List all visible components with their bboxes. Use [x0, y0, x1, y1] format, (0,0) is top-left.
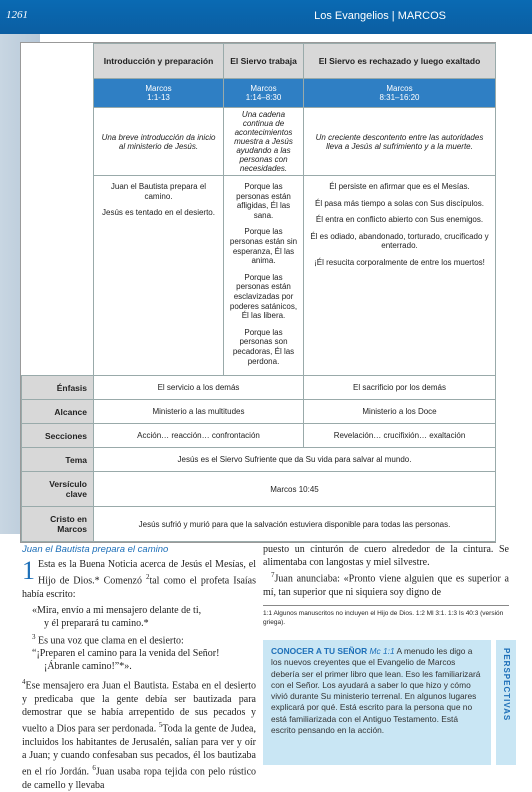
- reference-cell: Marcos 1:14–8:30: [224, 79, 304, 108]
- section-description: Una breve introducción da inicio al ministerio de Jesús.: [94, 108, 224, 176]
- column-header: El Siervo trabaja: [224, 44, 304, 79]
- chapter-number: 1: [22, 556, 35, 586]
- perspectives-tab: PERSPECTIVAS: [496, 640, 516, 765]
- column-header: El Siervo es rechazado y luego exaltado: [304, 44, 496, 79]
- row-value: El servicio a los demás: [94, 376, 304, 400]
- running-head: Los Evangelios | MARCOS: [314, 10, 446, 22]
- section-points: Él persiste en afirmar que es el Mesías. Él pasa más tiempo a solas con Sus discípulos. Él entra en conflicto abierto con Sus enemigos. Él es odiado, abandonado, torturado, crucificado y enterrado. ¡Él resucita corporalmente de entre los muertos!: [304, 176, 496, 376]
- row-label-cristo: Cristo en Marcos: [22, 507, 94, 542]
- row-value: Jesús es el Siervo Sufriente que da Su vida para salvar al mundo.: [94, 448, 496, 472]
- verse-paragraph: $^7$Juan anunciaba: «Pronto viene alguien que es superior a mí, tan superior que ni siquiera soy digno de: [263, 571, 509, 598]
- box-reference: Mc 1:1: [369, 646, 395, 656]
- row-value: Ministerio a las multitudes: [94, 400, 304, 424]
- row-value: El sacrificio por los demás: [304, 376, 496, 400]
- section-points: Porque las personas están afligidas, Él las sana. Porque las personas están sin esperanza, Él las anima. Porque las personas están esclavizadas por poderes satánicos, Él las libera. Porque las personas son pecadoras, Él las perdona.: [224, 176, 304, 376]
- scripture-column-right: [263, 543, 509, 627]
- row-label-tema: Tema: [22, 448, 94, 472]
- row-label-alcance: Alcance: [22, 400, 94, 424]
- section-heading: Juan el Bautista prepara el camino: [22, 544, 169, 555]
- reference-cell: Marcos 8:31–16:20: [304, 79, 496, 108]
- row-label-secciones: Secciones: [22, 424, 94, 448]
- row-value: Marcos 10:45: [94, 472, 496, 507]
- perspective-box: [263, 640, 491, 765]
- box-text: A menudo les digo a los nuevos creyentes que el Evangelio de Marcos debería ser el primer libro que lean. Eso les familiarizará con el Señor. Los ayudará a saber lo que hizo y cómo vivió durante Su ministerio terrenal. En algunos lugares explicará por qué. Está escrito para la persona que no está familiarizada con el Antiguo Testamento. Está escrito pensando en la acción.: [271, 646, 481, 736]
- table-corner: [22, 44, 94, 79]
- footnotes: 1:1 Algunos manuscritos no incluyen el Hijo de Dios. 1:2 Ml 3:1. 1:3 Is 40:3 (versión griega).: [263, 605, 509, 627]
- section-description: Un creciente descontento entre las autoridades lleva a Jesús al sufrimiento y a la muerte.: [304, 108, 496, 176]
- column-header: Introducción y preparación: [94, 44, 224, 79]
- verse-paragraph: $^4$Ese mensajero era Juan el Bautista. Estaba en el desierto y predicaba que la gente debía ser bautizada para demostrar que se había arrepentido de sus pecados y vuelto a Dios para ser perdonada. $^5$Toda la gente de Judea, incluidos los habitantes de Jerusalén, salían para ver y oír a Juan; y cuando confesaban sus pecados, él los bautizaba en el río Jordán. $^6$Juan usaba ropa tejida con pelo rústico de camello y llevaba: [22, 678, 257, 791]
- book-outline-table: [20, 42, 496, 543]
- quotation: «Mira, envío a mi mensajero delante de ti, y él preparará tu camino.* $^3$ Es una voz que clama en el desierto: “¡Preparen el camino para la venida del Señor! ¡Ábranle camino!”*».: [32, 605, 220, 673]
- section-description: Una cadena continua de acontecimientos muestra a Jesús ayudando a las personas con necesidades.: [224, 108, 304, 176]
- row-value: Acción… reacción… confrontación: [94, 424, 304, 448]
- verse-paragraph: 1 Esta es la Buena Noticia acerca de Jesús el Mesías, el Hijo de Dios.* Comenzó $^2$tal como el profeta Isaías había escrito:: [22, 556, 257, 600]
- row-label-versiculo: Versículo clave: [22, 472, 94, 507]
- row-label-enfasis: Énfasis: [22, 376, 94, 400]
- row-value: Ministerio a los Doce: [304, 400, 496, 424]
- box-label: CONOCER A TU SEÑOR: [271, 646, 368, 656]
- scripture-column-left: [22, 543, 256, 792]
- verse-paragraph: puesto un cinturón de cuero alrededor de la cintura. Se alimentaba con langostas y miel silvestre.: [263, 544, 509, 569]
- row-value: Revelación… crucifixión… exaltación: [304, 424, 496, 448]
- reference-cell: Marcos 1:1-13: [94, 79, 224, 108]
- page-number: 1261: [6, 9, 28, 21]
- row-value: Jesús sufrió y murió para que la salvación estuviera disponible para todas las personas.: [94, 507, 496, 542]
- page-header: [0, 0, 532, 34]
- section-points: Juan el Bautista prepara el camino. Jesús es tentado en el desierto.: [94, 176, 224, 376]
